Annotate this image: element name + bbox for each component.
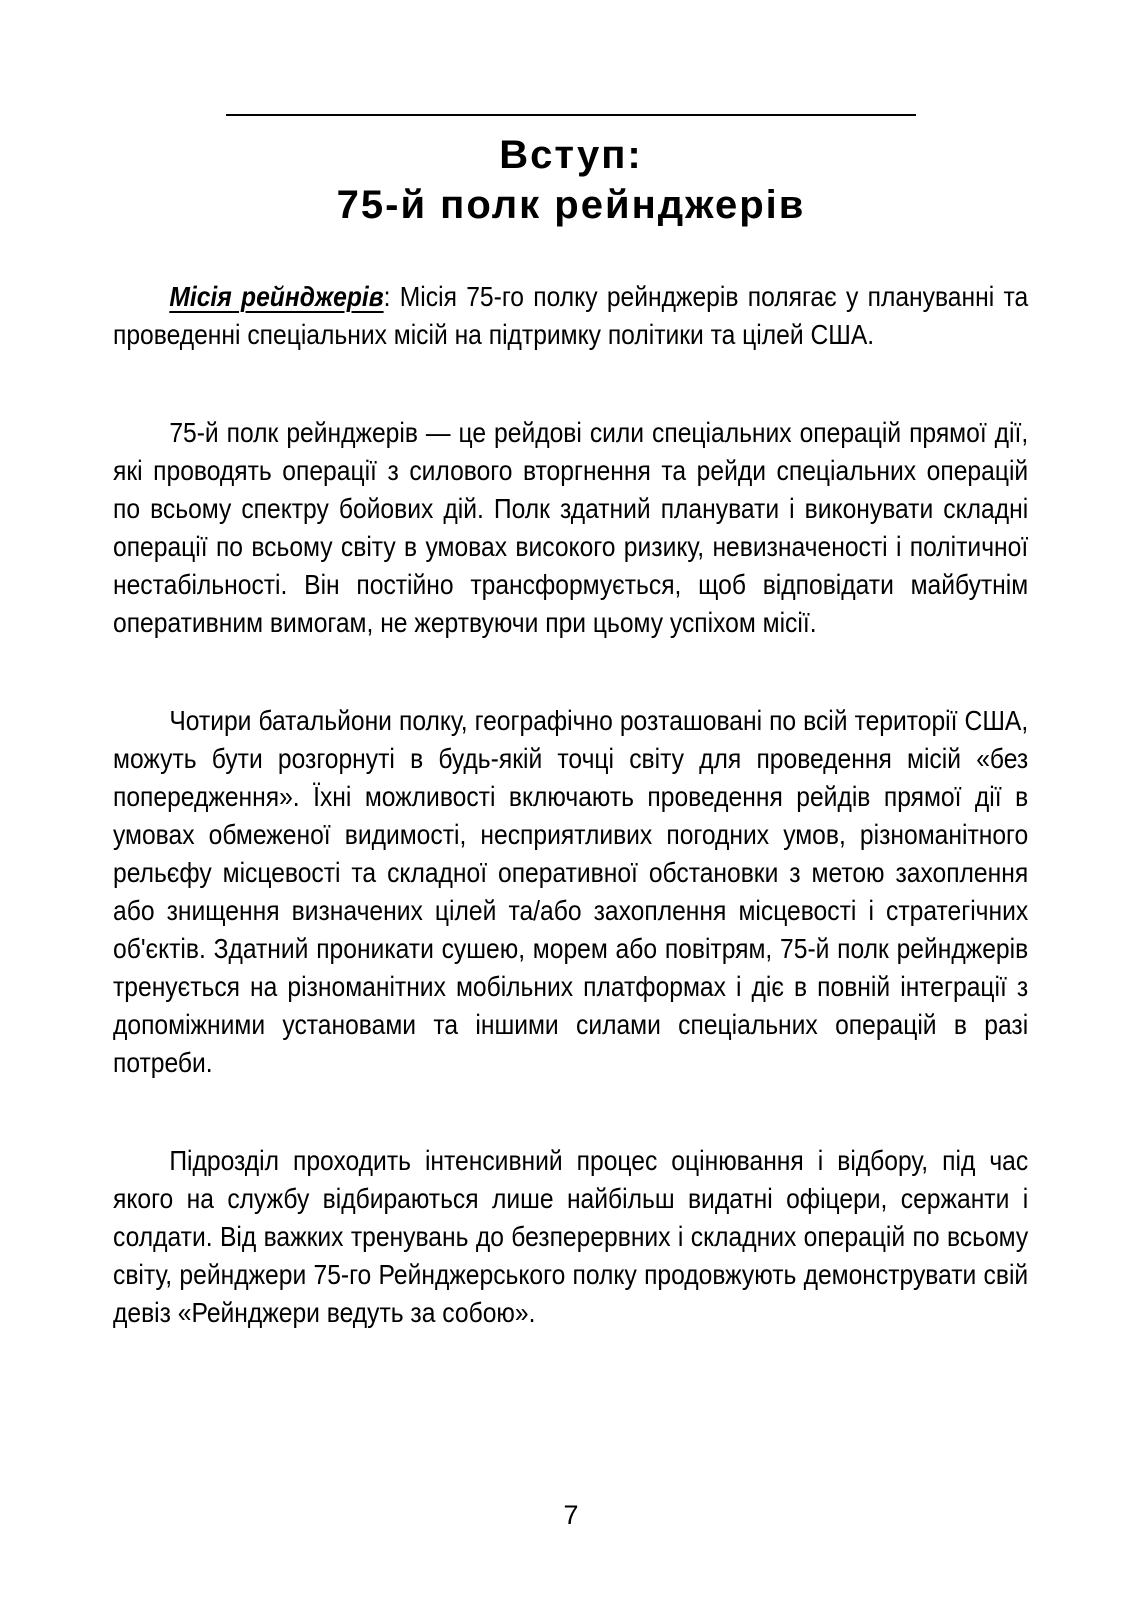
lead-phrase: Місія рейнджерів [169, 281, 384, 312]
page-title-line-1: Вступ: [499, 133, 643, 177]
paragraph-regiment-description: 75-й полк рейнджерів — це рейдові сили спеціальних операцій прямої дії, які проводять операції з силового вторгнення та рейди спеціальних операцій по всьому спектру бойових дій. Полк здатний планувати і виконувати складні операції по всьому світу в умовах високого ризику, невизначеності і політичної нестабільності. Він постійно трансформується, щоб відповідати майбутнім оперативним вимогам, не жертвуючи при цьому успіхом місії. [113, 417, 1029, 638]
page-title-line-2: 75-й полк рейнджерів [336, 183, 806, 227]
paragraph-battalions: Чотири батальйони полку, географічно розташовані по всій території США, можуть бути розгорнуті в будь-якій точці світу для проведення місій «без попередження». Їхні можливості включають проведення рейдів прямої дії в умовах обмеженої видимості, несприятливих погодних умов, різноманітного рельєфу місцевості та складної оперативної обстановки з метою захоплення або знищення визначених цілей та/або захоплення місцевості і стратегічних об'єктів. Здатний проникати сушею, морем або повітрям, 75-й полк рейнджерів тренується на різноманітних мобільних платформах і діє в повній інтеграції з допоміжними установами та іншими силами спеціальних операцій в разі потреби. [113, 705, 1029, 1078]
page-title [0, 130, 1142, 230]
paragraph-mission [113, 278, 1028, 354]
paragraph-selection: Підрозділ проходить інтенсивний процес оцінювання і відбору, під час якого на службу відбираються лише найбільш видатні офіцери, сержанти і солдати. Від важких тренувань до безперервних і складних операцій по всьому світу, рейнджери 75-го Рейнджерського полку продовжують демонструвати свій девіз «Рейнджери ведуть за собою». [113, 1145, 1029, 1328]
page-number: 7 [563, 1500, 579, 1530]
lead-separator: : [383, 281, 400, 312]
paragraph-text: Місія 75-го полку рейнджерів полягає у плануванні та проведенні спеціальних місій на підтримку політики та цілей США. [113, 281, 1029, 350]
header-rule [226, 114, 916, 116]
body-text [113, 278, 1028, 1332]
